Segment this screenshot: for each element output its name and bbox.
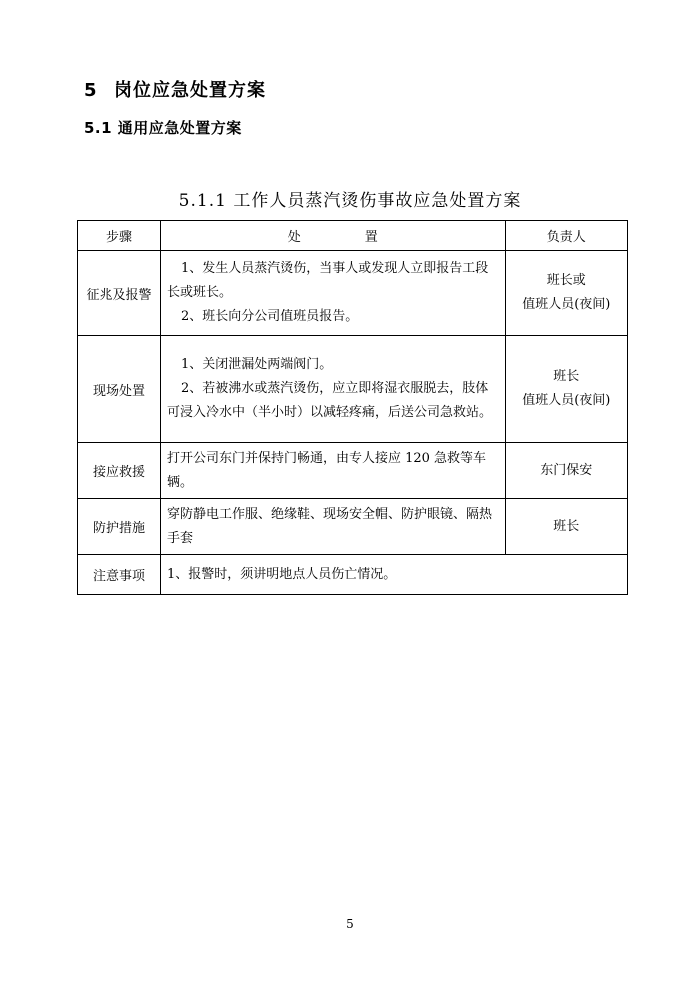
responsible-line: 班长或 [546,273,586,288]
header-action [160,221,505,251]
action-item: 1、关闭泄漏处两端阀门。 [180,357,333,372]
action-item: 2、若被沸水或蒸汽烫伤，应立即将湿衣服脱去，肢体可浸入冷水中（半小时）以减轻疼痛，后送公司急救站。 [166,381,492,420]
row-responsible [505,499,627,555]
responsible-line: 班长 [553,518,580,534]
row-responsible [505,443,627,499]
row-actions [160,251,505,336]
page-number: 5 [346,917,354,931]
section-number: 5 [84,80,98,101]
row-actions [160,555,627,595]
table-title: 5.1.1 工作人员蒸汽烫伤事故应急处置方案 [178,191,522,211]
action-item: 1、发生人员蒸汽烫伤，当事人或发现人立即报告工段长或班长。 [166,261,489,300]
action-item: 2、班长向分公司值班员报告。 [180,309,359,324]
table-row [78,443,628,499]
row-step: 接应救援 [78,443,161,499]
section-heading [84,76,266,102]
header-responsible: 负责人 [505,221,627,251]
action-item: 1、报警时，须讲明地点人员伤亡情况。 [166,566,397,582]
header-action-part1: 处 [287,230,301,245]
table-row [78,499,628,555]
table-row [78,336,628,443]
row-actions [160,443,505,499]
row-step: 防护措施 [78,499,161,555]
row-step: 征兆及报警 [78,251,161,336]
row-responsible [505,336,627,443]
row-step: 现场处置 [78,336,161,443]
subsection-heading: 5.1 通用应急处置方案 [84,119,242,137]
action-item: 穿防静电工作服、绝缘鞋、现场安全帽、防护眼镜、隔热手套 [166,506,492,546]
action-item: 打开公司东门并保持门畅通，由专人接应 120 急救等车辆。 [166,450,487,490]
table-row [78,251,628,336]
responsible-line: 班长 [553,369,580,384]
row-actions [160,336,505,443]
row-step: 注意事项 [78,555,161,595]
table-header-row [78,221,628,251]
row-actions [160,499,505,555]
section-title: 岗位应急处置方案 [114,80,266,101]
row-responsible [505,251,627,336]
responsible-line: 值班人员(夜间) [522,297,611,312]
responsible-line: 东门保安 [540,462,593,478]
header-step: 步骤 [78,221,161,251]
emergency-plan-table [77,220,628,595]
header-action-part2: 置 [364,230,378,245]
table-row [78,555,628,595]
responsible-line: 值班人员(夜间) [522,393,611,408]
